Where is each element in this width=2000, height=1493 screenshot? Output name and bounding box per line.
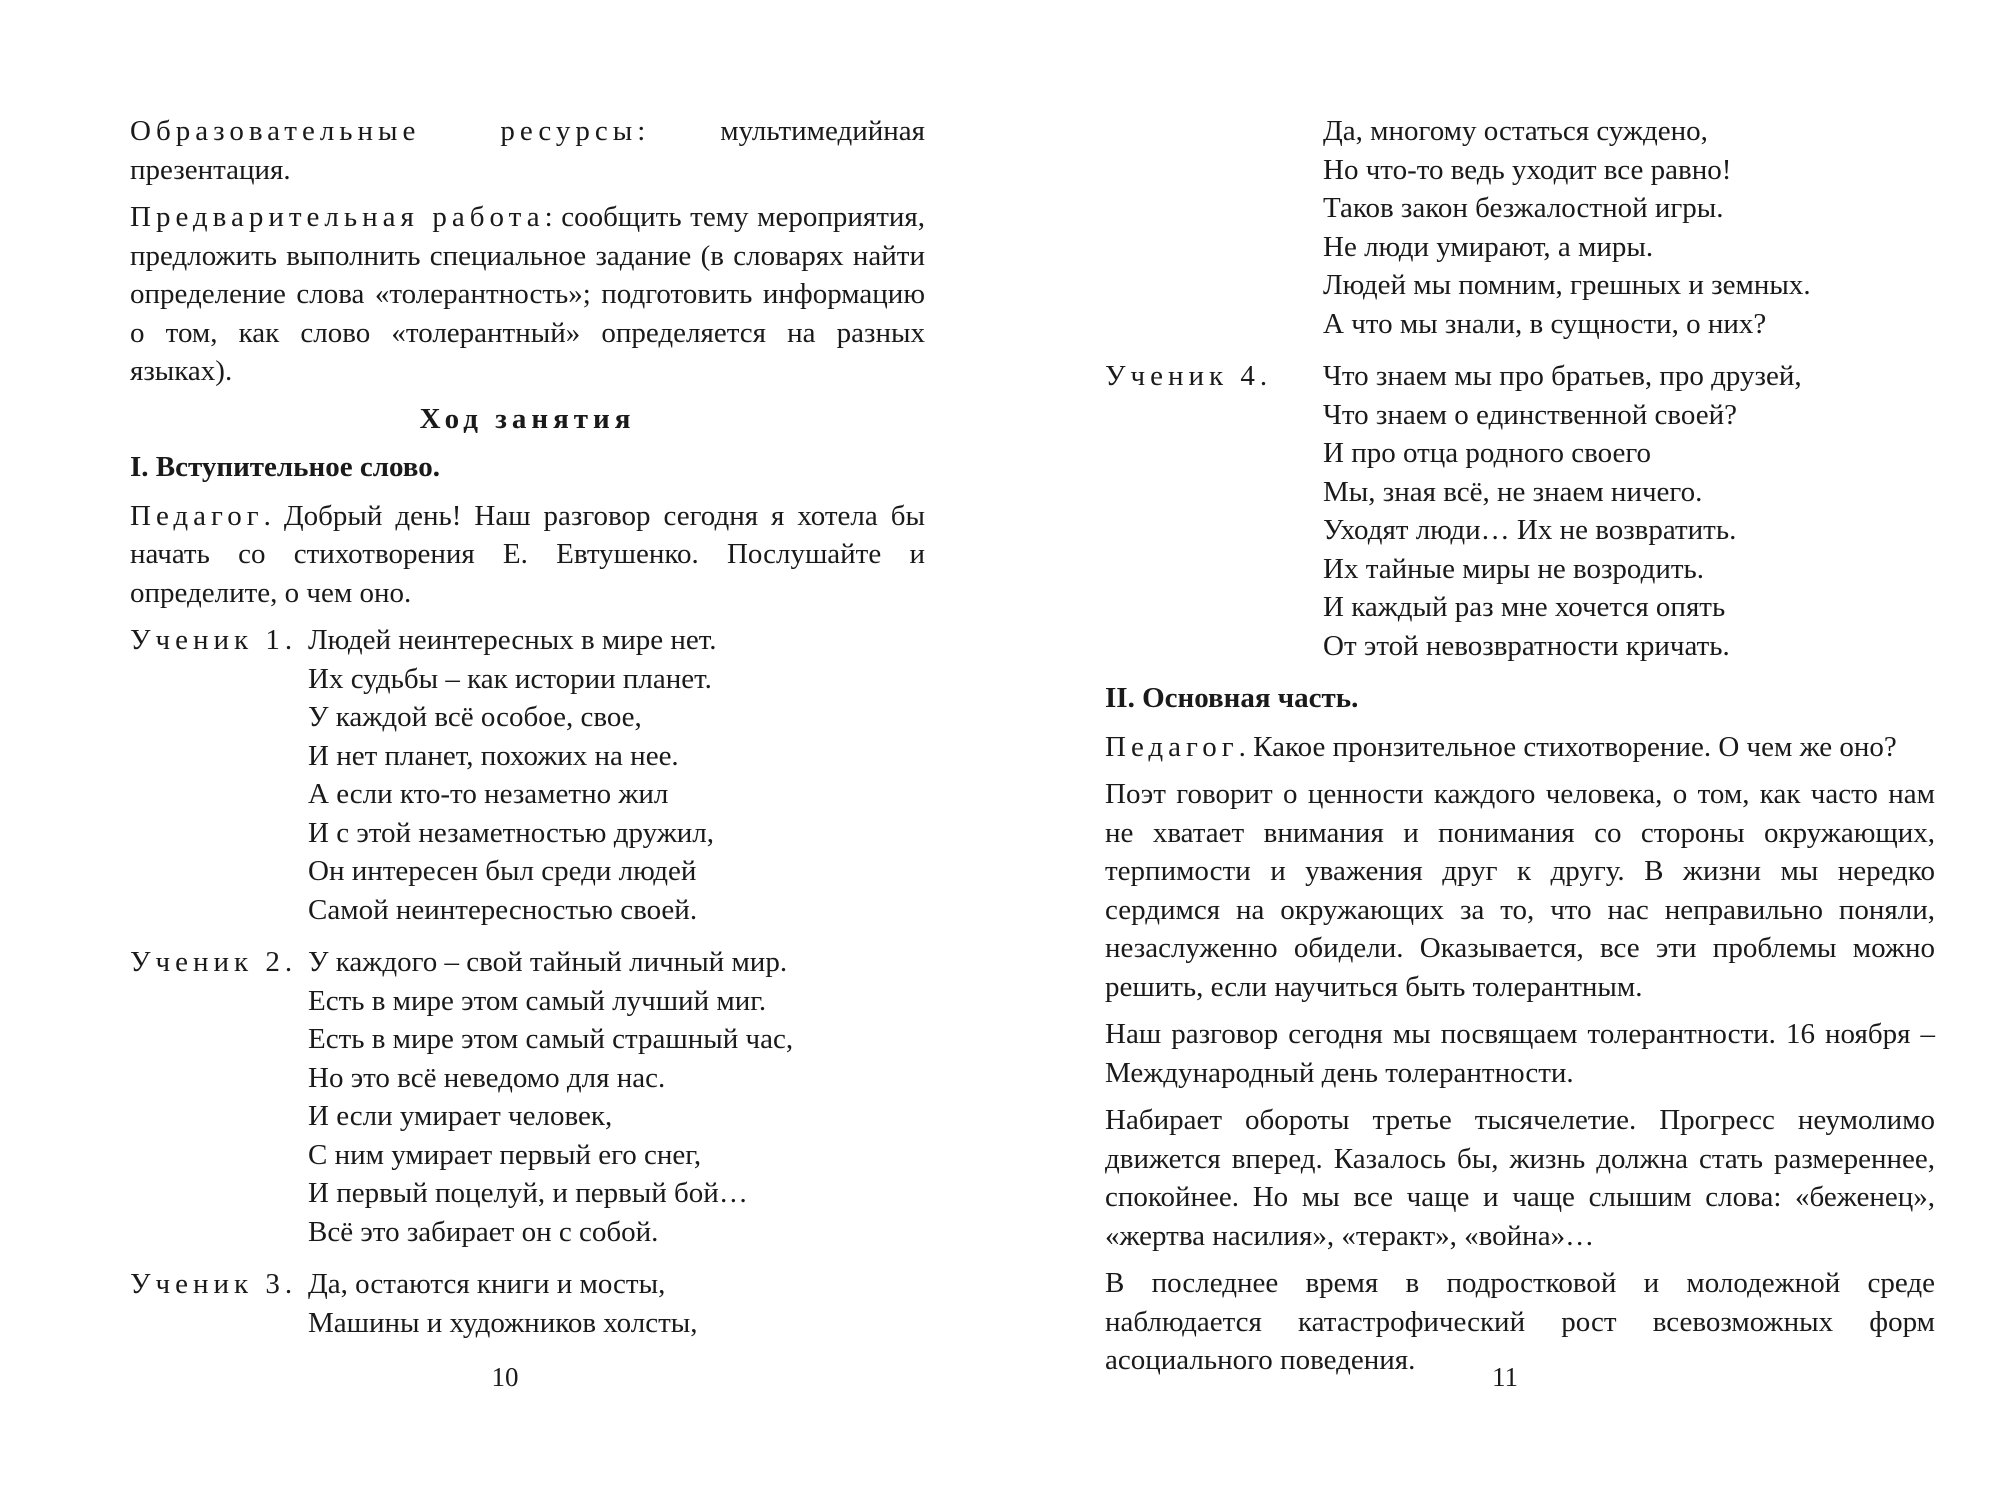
poem-line: Таков закон безжалостной игры. xyxy=(1323,192,1724,224)
preparation-label: Предварительная работа xyxy=(130,201,545,233)
poem-line: И первый поцелуй, и первый бой… xyxy=(308,1177,748,1209)
left-page xyxy=(130,112,925,1356)
teacher-question-text: . Какое пронзительное стихотворение. О чем же оно? xyxy=(1238,730,1897,763)
poem-line: Есть в мире этом самый лучший миг. xyxy=(308,984,767,1017)
section-1-title: I. Вступительное слово. xyxy=(130,451,440,483)
poem-line: От этой невозвратности кричать. xyxy=(1323,629,1730,662)
body-paragraph: Набирает обороты третье тысячелетие. Прогресс неумолимо движется вперед. Казалось бы, жизнь должна стать размереннее, спокойнее. Но мы все чаще и чаще слышим слова: «беженец», «жертва насилия», «теракт», «война»… xyxy=(1105,1104,1935,1252)
poem-lines xyxy=(1105,357,1935,665)
poem-line: Не люди умирают, а миры. xyxy=(1323,230,1654,263)
poem-line: И нет планет, похожих на нее. xyxy=(308,739,679,772)
poem-line: Что знаем мы про братьев, про друзей, xyxy=(1323,360,1802,392)
poem-line: Людей мы помним, грешных и земных. xyxy=(1323,269,1811,301)
teacher-label: Педагог xyxy=(1105,730,1239,763)
poem-line: И каждый раз мне хочется опять xyxy=(1323,591,1726,623)
stanza-student-3-continued xyxy=(1105,112,1935,343)
body-paragraph: Поэт говорит о ценности каждого человека, о том, как часто нам не хватает внимания и понимания со стороны окружающих, терпимости и уважения друг к другу. В жизни мы нередко сердимся на окружающих за то, что нас неправильно поняли, незаслуженно обидели. Оказывается, все эти проблемы можно решить, если научиться быть толерантным. xyxy=(1105,778,1935,1003)
teacher-intro-paragraph xyxy=(130,497,925,613)
poem-lines xyxy=(130,943,925,1251)
teacher-intro-text: . Добрый день! Наш разговор сегодня я хотела бы начать со стихотворения Е. Евтушенко. Послушайте и определите, о чем оно. xyxy=(130,499,925,609)
poem-line: А что мы знали, в сущности, о них? xyxy=(1323,307,1767,340)
poem-line: Что знаем о единственной своей? xyxy=(1323,398,1737,431)
poem-lines xyxy=(130,621,925,929)
poem-line: Самой неинтересностью своей. xyxy=(308,893,698,926)
body-paragraph: В последнее время в подростковой и молодежной среде наблюдается катастрофический рост всевозможных форм асоциального поведения. xyxy=(1105,1267,1935,1376)
resources-paragraph xyxy=(130,112,925,189)
poem-line: Но это всё неведомо для нас. xyxy=(308,1061,666,1094)
speaker-label: Ученик 1. xyxy=(130,624,298,656)
poem-line: Но что-то ведь уходит все равно! xyxy=(1323,153,1732,186)
poem-line: Есть в мире этом самый страшный час, xyxy=(308,1023,794,1055)
poem-line: У каждой всё особое, свое, xyxy=(308,701,642,733)
page-number-right: 11 xyxy=(1492,1362,1518,1392)
resources-text: : мультимедийная презентация. xyxy=(130,115,925,186)
right-page xyxy=(1105,112,1935,1389)
poem-line: У каждого – свой тайный личный мир. xyxy=(308,946,788,978)
poem-line: Он интересен был среди людей xyxy=(308,855,697,887)
speaker-label: Ученик 3. xyxy=(130,1268,298,1300)
speaker-label: Ученик 4. xyxy=(1105,360,1273,392)
stanza-student-2 xyxy=(130,943,925,1251)
poem-line: И про отца родного своего xyxy=(1323,437,1652,469)
speaker-label: Ученик 2. xyxy=(130,946,298,978)
poem-line: Людей неинтересных в мире нет. xyxy=(308,624,717,656)
poem-line: Машины и художников холсты, xyxy=(308,1306,698,1339)
poem-line: Их тайные миры не возродить. xyxy=(1323,552,1705,585)
poem-line: Всё это забирает он с собой. xyxy=(308,1215,659,1248)
poem-line: С ним умирает первый его снег, xyxy=(308,1138,702,1171)
stanza-student-3 xyxy=(130,1265,925,1342)
poem-line: Да, многому остаться суждено, xyxy=(1323,115,1708,147)
poem-line: Их судьбы – как истории планет. xyxy=(308,662,712,695)
preparation-paragraph xyxy=(130,198,925,391)
teacher-label: Педагог xyxy=(130,499,264,532)
poem-line: А если кто-то незаметно жил xyxy=(308,778,669,810)
poem-line: Да, остаются книги и мосты, xyxy=(308,1268,666,1300)
stanza-student-1 xyxy=(130,621,925,929)
lesson-course-heading: Ход занятия xyxy=(419,402,636,435)
poem-line: Уходят люди… Их не возвратить. xyxy=(1323,514,1737,546)
poem-line: И с этой незаметностью дружил, xyxy=(308,816,714,849)
poem-lines xyxy=(1105,112,1935,343)
body-paragraph: Наш разговор сегодня мы посвящаем толерантности. 16 ноября – Международный день толерантности. xyxy=(1105,1018,1935,1089)
section-2-title: II. Основная часть. xyxy=(1105,682,1359,714)
stanza-student-4 xyxy=(1105,357,1935,665)
resources-label: Образовательные ресурсы xyxy=(130,115,638,147)
poem-line: Мы, зная всё, не знаем ничего. xyxy=(1323,475,1703,508)
poem-line: И если умирает человек, xyxy=(308,1100,613,1132)
preparation-text: : сообщить тему мероприятия, предложить выполнить специальное задание (в словарях найти определение слова «толерантность»; подготовить информацию о том, как слово «толерантный» определяется на разных языках). xyxy=(130,201,925,387)
page-number-left: 10 xyxy=(491,1362,519,1392)
teacher-question-paragraph xyxy=(1105,728,1935,767)
